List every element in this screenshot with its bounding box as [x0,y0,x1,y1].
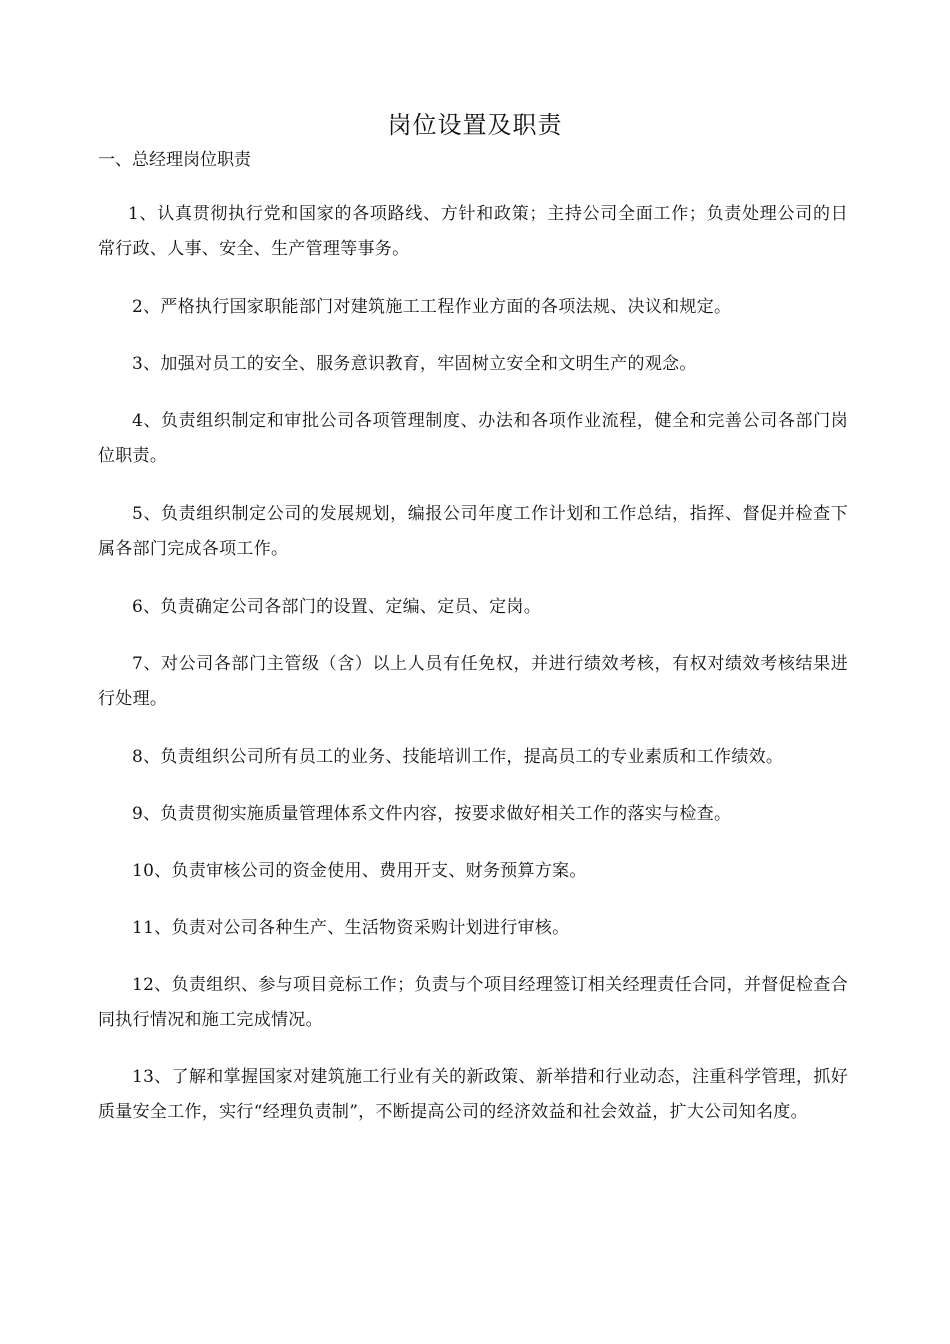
paragraph-3: 3、加强对员工的安全、服务意识教育，牢固树立安全和文明生产的观念。 [132,354,697,374]
paragraph-9: 9、负责贯彻实施质量管理体系文件内容，按要求做好相关工作的落实与检查。 [132,804,732,824]
section-heading: 一、总经理岗位职责 [98,150,251,170]
paragraph-6: 6、负责确定公司各部门的设置、定编、定员、定岗。 [132,597,542,617]
paragraph-1: 1、认真贯彻执行党和国家的各项路线、方针和政策；主持公司全面工作；负责处理公司的日常行政、人事、安全、生产管理等事务。 [98,204,848,259]
paragraph-10: 10、负责审核公司的资金使用、费用开支、财务预算方案。 [132,861,587,881]
paragraph-7: 7、对公司各部门主管级（含）以上人员有任免权，并进行绩效考核，有权对绩效考核结果进行处理。 [98,654,848,709]
paragraph-2: 2、严格执行国家职能部门对建筑施工工程作业方面的各项法规、决议和规定。 [132,297,732,317]
paragraph-4: 4、负责组织制定和审批公司各项管理制度、办法和各项作业流程，健全和完善公司各部门岗位职责。 [98,411,848,466]
paragraph-13: 13、了解和掌握国家对建筑施工行业有关的新政策、新举措和行业动态，注重科学管理，抓好质量安全工作，实行“经理负责制”，不断提高公司的经济效益和社会效益，扩大公司知名度。 [98,1067,848,1122]
paragraph-11: 11、负责对公司各种生产、生活物资采购计划进行审核。 [132,918,570,938]
paragraph-12: 12、负责组织、参与项目竞标工作；负责与个项目经理签订相关经理责任合同，并督促检查合同执行情况和施工完成情况。 [98,975,848,1030]
paragraph-5: 5、负责组织制定公司的发展规划，编报公司年度工作计划和工作总结，指挥、督促并检查下属各部门完成各项工作。 [98,504,848,559]
paragraph-8: 8、负责组织公司所有员工的业务、技能培训工作，提高员工的专业素质和工作绩效。 [132,747,784,767]
document-title: 岗位设置及职责 [387,111,563,139]
